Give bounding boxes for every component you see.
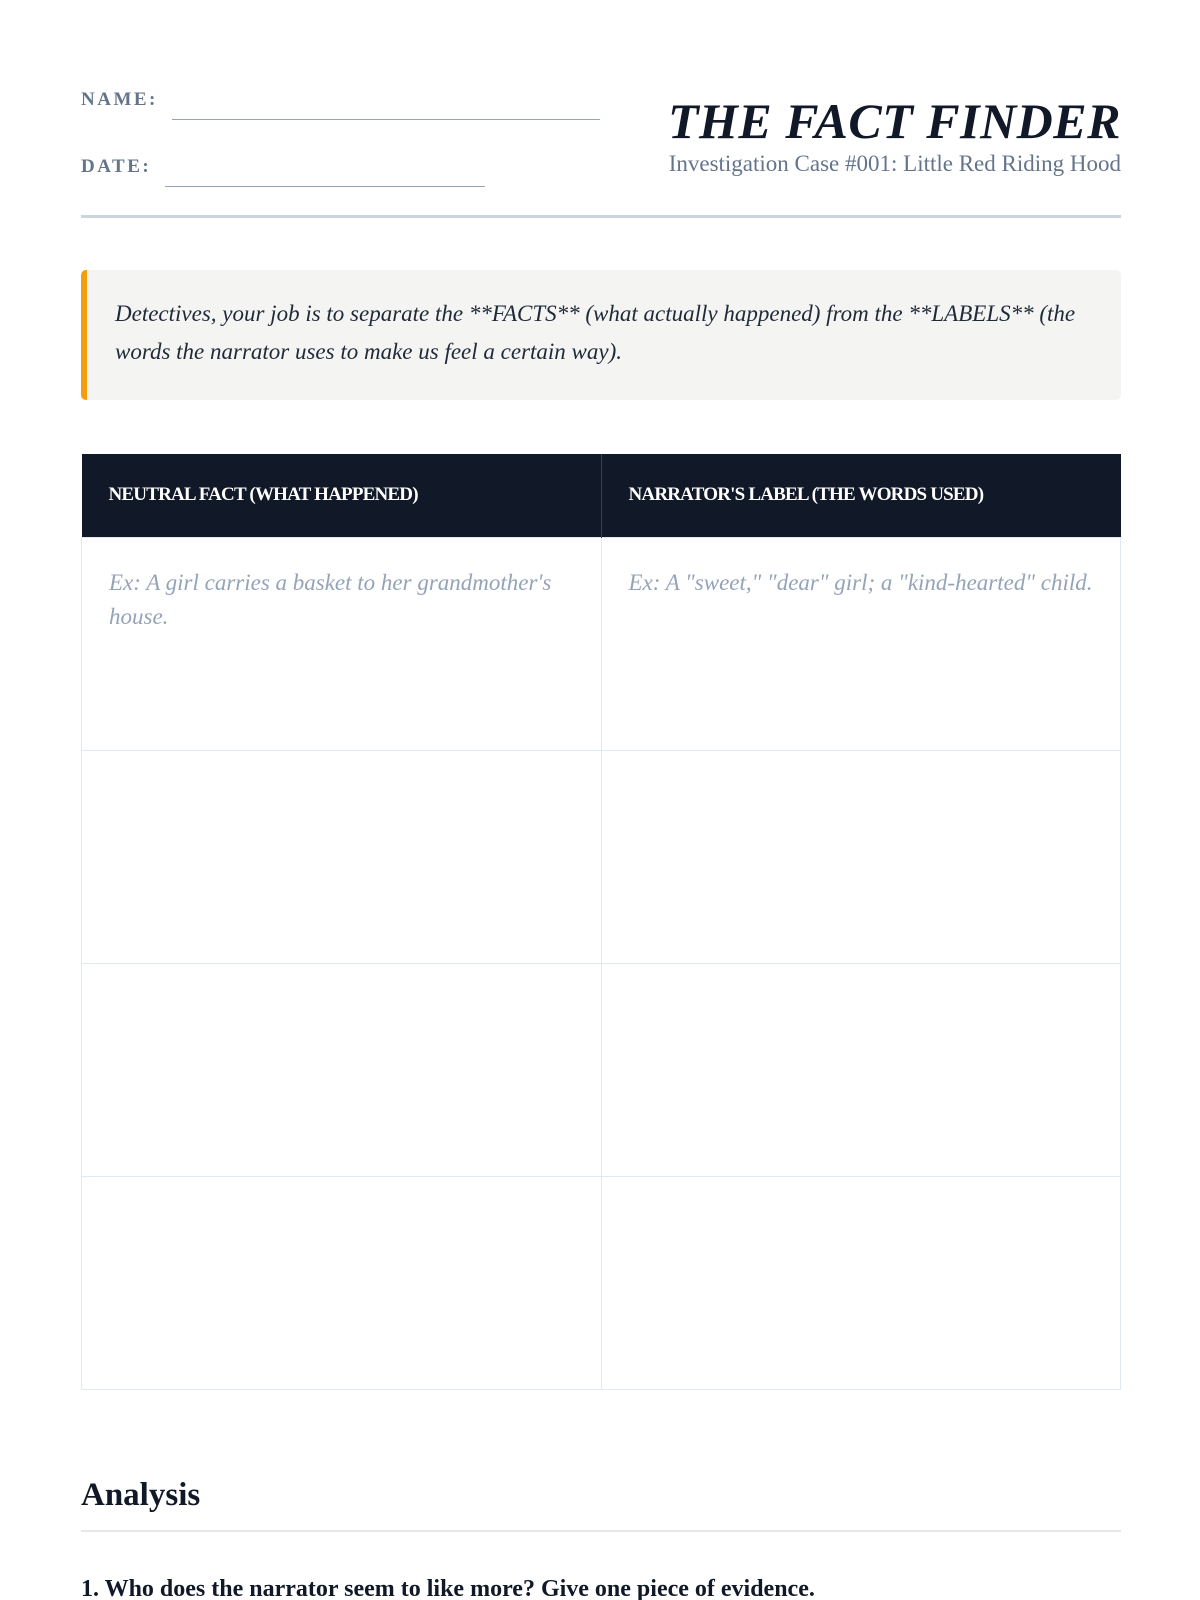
table-cell-label[interactable] [601, 963, 1121, 1176]
table-cell-fact[interactable] [82, 1176, 602, 1389]
instructions-text: Detectives, your job is to separate the **FACTS** (what actually happened) from the **LABELS** (the words the narrator uses to make us feel a certain way). [115, 301, 1076, 364]
title-block [668, 92, 1121, 178]
table-row [82, 963, 1121, 1176]
name-write-line[interactable] [172, 88, 600, 120]
date-label: DATE: [81, 156, 152, 177]
analysis-heading: Analysis [81, 1470, 1121, 1532]
table-cell-label[interactable] [601, 1176, 1121, 1389]
instructions-callout [81, 270, 1121, 400]
table-cell-fact[interactable] [82, 963, 602, 1176]
table-row [82, 1176, 1121, 1389]
date-field [81, 155, 485, 187]
table-cell-label[interactable] [601, 750, 1121, 963]
table-header-row [82, 454, 1121, 537]
table-cell-label[interactable]: Ex: A "sweet," "dear" girl; a "kind-hearted" child. [601, 537, 1121, 750]
name-label: NAME: [81, 89, 158, 110]
table-row [82, 750, 1121, 963]
fact-label-table [81, 454, 1121, 1390]
page-subtitle: Investigation Case #001: Little Red Riding Hood [668, 151, 1121, 176]
column-header-neutral-fact: NEUTRAL FACT (WHAT HAPPENED) [82, 454, 602, 537]
worksheet-header [81, 0, 1121, 218]
analysis-question: 1. Who does the narrator seem to like more? Give one piece of evidence. [81, 1576, 815, 1600]
worksheet-page [81, 0, 1121, 1600]
table-cell-fact[interactable] [82, 750, 602, 963]
table-cell-fact[interactable]: Ex: A girl carries a basket to her grandmother's house. [82, 537, 602, 750]
date-write-line[interactable] [165, 155, 485, 187]
name-field [81, 88, 600, 120]
column-header-narrator-label: NARRATOR'S LABEL (THE WORDS USED) [601, 454, 1121, 537]
page-title: THE FACT FINDER [667, 93, 1121, 149]
table-row [82, 537, 1121, 750]
